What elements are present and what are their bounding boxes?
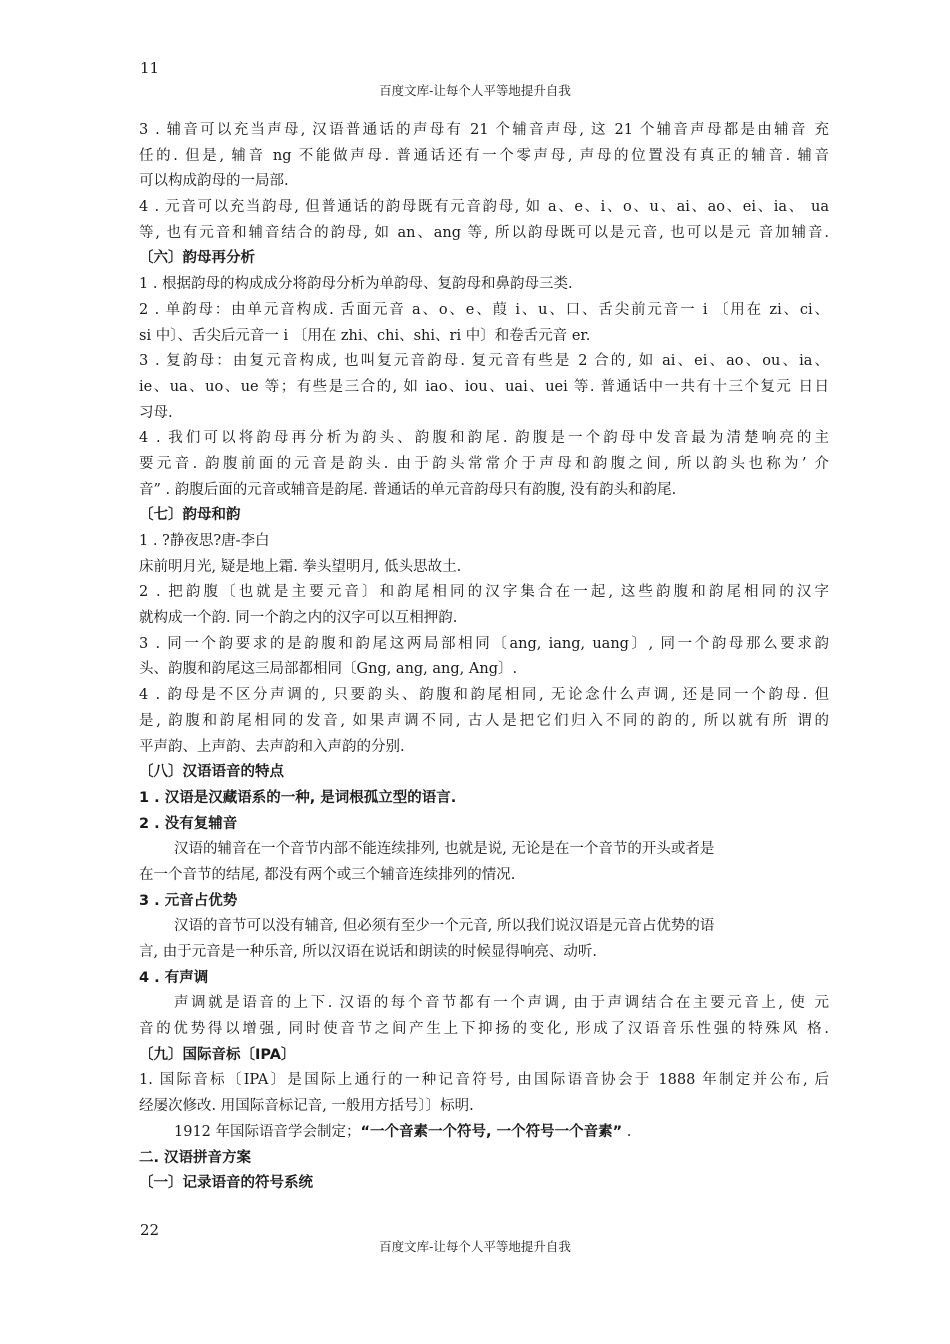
page-footer: 百度文库-让每个人平等地提升自我 (379, 1239, 571, 1254)
text-line (139, 169, 829, 195)
line-text: 要元音. 韵腹前面的元音是韵头. 由于韵头常常介于声母和韵腹之间, 所以韵头也称为’ 介 (139, 455, 829, 472)
text-line (139, 375, 829, 401)
line-text: 3 . 辅音可以充当声母, 汉语普通话的声母有 21 个辅音声母, 这 21 个辅音声母都是由辅音 充 (139, 122, 829, 138)
section-heading (139, 503, 829, 529)
line-text: 就构成一个韵. 同一个韵之内的汉字可以互相押韵. (139, 610, 458, 627)
text-line (139, 914, 829, 940)
line-text: 头、韵腹和韵尾这三局部都相同〔Gng, ang, ang, Ang〕. (139, 661, 518, 678)
line-text: 床前明月光, 疑是地上霜. 拳头望明月, 低头思故土. (139, 558, 462, 575)
line-text: 声调就是语音的上下. 汉语的每个音节都有一个声调, 由于声调结合在主要元音上, 使 元 (174, 995, 829, 1012)
line-text: 经屡次修改. 用国际音标记音, 一般用方括号〕〕标明. (139, 1098, 474, 1115)
line-text: 4 . 元音可以充当韵母, 但普通话的韵母既有元音韵母, 如 a、e、i、o、u、ai、ao、ei、ia、 ua (139, 199, 829, 216)
section-heading (139, 1171, 829, 1197)
text-line (139, 709, 829, 735)
text-line (139, 632, 829, 658)
section-heading (139, 812, 829, 838)
line-text: 汉语的辅音在一个音节内部不能连续排列, 也就是说, 无论是在一个音节的开头或者是 (174, 841, 715, 858)
text-line (139, 118, 829, 144)
line-text: 平声韵、上声韵、去声韵和入声韵的分别. (139, 738, 405, 755)
text-line (139, 580, 829, 606)
line-text: 4 . 有声调 (139, 969, 209, 986)
line-text: 是, 韵腹和韵尾相同的发音, 如果声调不同, 古人是把它们归入不同的韵的, 所以就有所 谓的 (139, 712, 829, 729)
line-text: 〔一〕记录语音的符号系统 (139, 1175, 313, 1192)
text-line (139, 272, 829, 298)
section-heading (139, 1043, 829, 1069)
line-tail: . (622, 1123, 632, 1140)
text-line (139, 735, 829, 761)
document-body (139, 118, 829, 1197)
line-text: 〔九〕国际音标〔IPA〕 (139, 1046, 296, 1063)
line-text: 4 . 我们可以将韵母再分析为韵头、韵腹和韵尾. 韵腹是一个韵母中发音最为清楚响亮的主 (139, 430, 829, 447)
text-line (139, 195, 829, 221)
line-text: 言, 由于元音是一种乐音, 所以汉语在说话和朗读的时候显得响亮、动听. (139, 944, 598, 960)
line-text: 1 . 汉语是汉藏语系的一种, 是词根孤立型的语言. (139, 789, 457, 806)
line-text: 汉语的音节可以没有辅音, 但必须有至少一个元音, 所以我们说汉语是元音占优势的语 (174, 918, 715, 935)
line-text: 2 . 没有复辅音 (139, 815, 238, 832)
line-text: 1 . ?静夜思?唐-李白 (139, 533, 270, 549)
section-heading (139, 786, 829, 812)
line-text: 可以构成韵母的一局部. (139, 173, 289, 190)
line-text: ie、ua、uo、ue 等；有些是三合的, 如 iao、iou、uai、uei 等. 普通话中一共有十三个复元 日日 (139, 378, 829, 395)
line-text: 习母. (139, 404, 173, 421)
text-line (139, 683, 829, 709)
text-line (139, 144, 829, 170)
text-line (139, 298, 829, 324)
line-text: 1. 国际音标〔IPA〕是国际上通行的一种记音符号, 由国际语音协会于 1888 年制定并公布, 后 (139, 1072, 829, 1089)
text-line (139, 452, 829, 478)
line-text: 3 . 元音占优势 (139, 892, 238, 909)
line-text: 任的. 但是, 辅音 ng 不能做声母. 普通话还有一个零声母, 声母的位置没有真正的辅音. 辅音 (139, 147, 829, 164)
line-text: 二. 汉语拼音方案 (139, 1149, 252, 1166)
line-text: 3 . 同一个韵要求的是韵腹和韵尾这两局部相同〔ang, iang, uang〕, 同一个韵母那么要求韵 (139, 635, 829, 652)
line-text: 1 . 根据韵母的构成成分将韵母分析为单韵母、复韵母和鼻韵母三类. (139, 276, 573, 293)
text-line (139, 940, 829, 966)
section-heading (139, 760, 829, 786)
text-line (139, 837, 829, 863)
section-heading (139, 246, 829, 272)
text-line (139, 657, 829, 683)
text-line (139, 349, 829, 375)
quoted-principle: “一个音素一个符号, 一个符号一个音素” (360, 1123, 623, 1140)
text-line (139, 1068, 829, 1094)
text-line (139, 1017, 829, 1043)
line-text: 在一个音节的结尾, 都没有两个或三个辅音连续排列的情况. (139, 866, 516, 883)
text-line (139, 1120, 829, 1146)
line-text: 等, 也有元音和辅音结合的韵母, 如 an、ang 等, 所以韵母既可以是元音, 也可以是元 音加辅音. (139, 224, 829, 241)
text-line (139, 1094, 829, 1120)
line-text: 音的优势得以增强, 同时使音节之间产生上下抑扬的变化, 形成了汉语音乐性强的特殊风 格. (139, 1021, 829, 1038)
text-line (139, 555, 829, 581)
section-heading (139, 966, 829, 992)
line-text: 〔六〕韵母再分析 (139, 250, 255, 267)
text-line (139, 478, 829, 504)
text-line (139, 529, 829, 555)
text-line (139, 324, 829, 350)
page-number-bottom: 22 (140, 1221, 160, 1239)
line-text: 1912 年国际语音学会制定； (174, 1123, 361, 1140)
line-text: 〔八〕汉语语音的特点 (139, 764, 284, 781)
page-header: 百度文库-让每个人平等地提升自我 (379, 83, 571, 98)
text-line (139, 401, 829, 427)
text-line (139, 426, 829, 452)
section-heading (139, 1146, 829, 1172)
section-heading (139, 889, 829, 915)
line-text: 2 . 单韵母：由单元音构成. 舌面元音 a、o、e、葭 i、u、口、舌尖前元音一 i 〔用在 zi、ci、 (139, 301, 829, 318)
line-text: si 中〕、舌尖后元音一 i 〔用在 zhi、chi、shi、ri 中〕和卷舌元音 er. (139, 327, 591, 344)
text-line (139, 863, 829, 889)
line-text: 音” . 韵腹后面的元音或辅音是韵尾. 普通话的单元音韵母只有韵腹, 没有韵头和韵尾. (139, 481, 677, 498)
line-text: 2 . 把韵腹〔也就是主要元音〕和韵尾相同的汉字集合在一起, 这些韵腹和韵尾相同的汉字 (139, 584, 829, 601)
line-text: 3 . 复韵母：由复元音构成, 也叫复元音韵母. 复元音有些是 2 合的, 如 ai、ei、ao、ou、ia、 (139, 353, 829, 370)
page-number-top: 11 (140, 59, 160, 77)
line-text: 4 . 韵母是不区分声调的, 只要韵头、韵腹和韵尾相同, 无论念什么声调, 还是同一个韵母. 但 (139, 687, 829, 704)
text-line (139, 991, 829, 1017)
text-line (139, 221, 829, 247)
text-line (139, 606, 829, 632)
line-text: 〔七〕韵母和韵 (139, 507, 241, 524)
